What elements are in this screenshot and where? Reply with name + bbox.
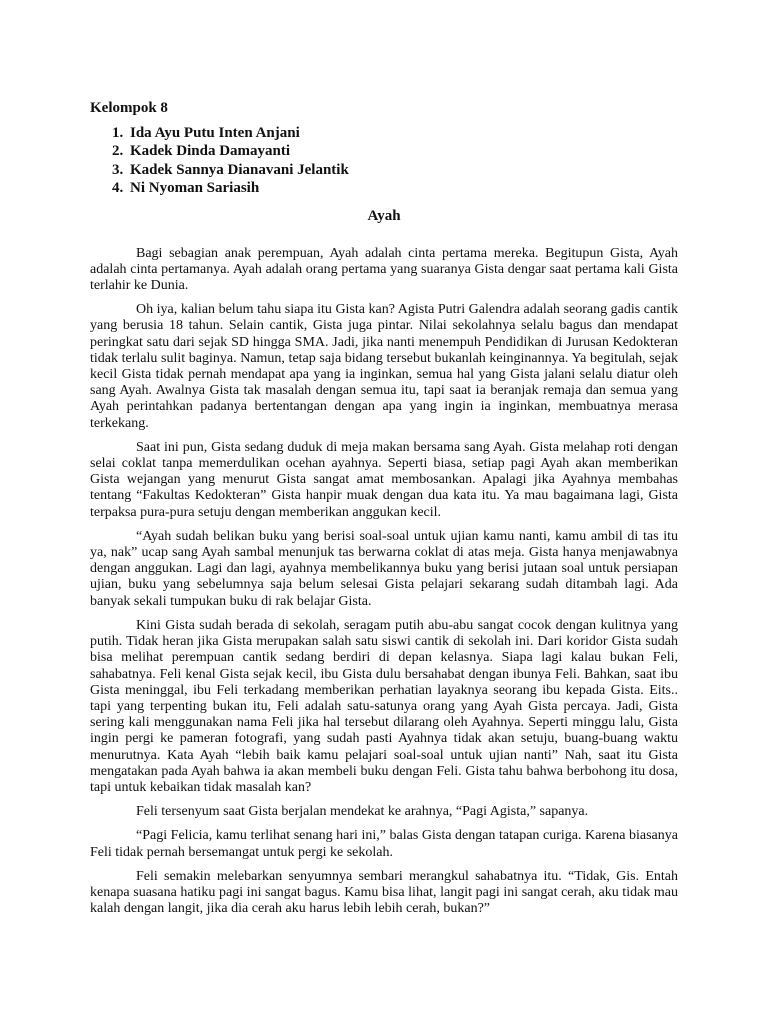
paragraph: Bagi sebagian anak perempuan, Ayah adalah cinta pertama mereka. Begitupun Gista, Ayah adalah cinta pertamanya. Ayah adalah orang pertama yang suaranya Gista dengar saat pertama kali Gista terlahir ke Dunia.	[90, 245, 678, 294]
member-item	[90, 142, 678, 160]
member-name: Kadek Dinda Damayanti	[130, 143, 291, 160]
member-name: Ida Ayu Putu Inten Anjani	[130, 125, 300, 141]
member-number: 4.	[112, 180, 124, 197]
story-title: Ayah	[367, 207, 401, 224]
paragraph: Feli tersenyum saat Gista berjalan mendekat ke arahnya, “Pagi Agista,” sapanya.	[136, 804, 589, 820]
member-list	[90, 124, 678, 198]
member-item	[90, 124, 678, 142]
member-number: 3.	[112, 161, 124, 178]
member-item	[90, 161, 678, 179]
paragraph: “Pagi Felicia, kamu terlihat senang hari ini,” balas Gista dengan tatapan curiga. Karena biasanya Feli tidak pernah bersemangat untuk pergi ke sekolah.	[90, 828, 678, 860]
group-title: Kelompok 8	[90, 100, 168, 116]
member-name: Kadek Sannya Dianavani Jelantik	[130, 161, 349, 178]
paragraph: Oh iya, kalian belum tahu siapa itu Gista kan? Agista Putri Galendra adalah seorang gadis cantik yang berusia 18 tahun. Selain cantik, Gista juga pintar. Nilai sekolahnya selalu bagus dan mendapat peringkat satu dari sejak SD hingga SMA. Jadi, jika nanti menempuh Pendidikan di Jurusan Kedokteran tidak terlalu sulit baginya. Namun, tetap saja bidang tersebut bukanlah keinginannya. Ya begitulah, sejak kecil Gista tidak pernah mendapat apa yang ia inginkan, semua hal yang Gista jalani selalu diatur oleh sang Ayah. Awalnya Gista tak masalah dengan semua itu, tapi saat ia beranjak remaja dan semua yang Ayah perintahkan padanya bertentangan dengan apa yang ingin ia inginkan, membuatnya merasa terkekang.	[90, 302, 678, 431]
paragraph: Saat ini pun, Gista sedang duduk di meja makan bersama sang Ayah. Gista melahap roti dengan selai coklat tanpa memerdulikan ocehan ayahnya. Seperti biasa, setiap pagi Ayah akan memberikan Gista wejangan yang menurut Gista sangat amat membosankan. Apalagi jika Ayahnya membahas tentang “Fakultas Kedokteran” Gista hanpir muak dengan dua kata itu. Ya mau bagaimana lagi, Gista terpaksa pura-pura setuju dengan memberikan anggukan kecil.	[90, 439, 678, 520]
member-item	[90, 179, 678, 197]
paragraph: “Ayah sudah belikan buku yang berisi soal-soal untuk ujian kamu nanti, kamu ambil di tas itu ya, nak” ucap sang Ayah sambal menunjuk tas berwarna coklat di atas meja. Gista hanya menjawabnya dengan anggukan. Lagi dan lagi, ayahnya membelikannya buku yang berisi jutaan soal untuk persiapan ujian, buku yang sebelumnya saja belum selesai Gista pelajari sekarang sudah ditambah lagi. Ada banyak sekali tumpukan buku di rak belajar Gista.	[90, 528, 678, 609]
paragraph: Feli semakin melebarkan senyumnya sembari merangkul sahabatnya itu. “Tidak, Gis. Entah kenapa suasana hatiku pagi ini sangat bagus. Kamu bisa lihat, langit pagi ini sangat cerah, aku tidak mau kalah dengan langit, jika dia cerah aku harus lebih lebih cerah, bukan?”	[90, 868, 678, 917]
document-page	[90, 98, 678, 925]
paragraph: Kini Gista sudah berada di sekolah, seragam putih abu-abu sangat cocok dengan kulitnya yang putih. Tidak heran jika Gista merupakan salah satu siswi cantik di sekolah ini. Dari koridor Gista sudah bisa melihat perempuan cantik sedang berdiri di depan kelasnya. Siapa lagi kalau bukan Feli, sahabatnya. Feli kenal Gista sejak kecil, ibu Gista dulu bersahabat dengan ibunya Feli. Bahkan, saat ibu Gista meninggal, ibu Feli terkadang memberikan perhatian layaknya seorang ibu kepada Gista. Eits.. tapi yang terpenting bukan itu, Feli adalah satu-satunya orang yang Ayah Gista percaya. Jadi, Gista sering kali menggunakan nama Feli jika hal tersebut dilarang oleh Ayahnya. Seperti minggu lalu, Gista ingin pergi ke pameran fotografi, yang sudah pasti Ayahnya tidak akan setuju, buang-buang waktu menurutnya. Kata Ayah “lebih baik kamu pelajari soal-soal untuk ujian nanti” Nah, saat itu Gista mengatakan pada Ayah bahwa ia akan membeli buku dengan Feli. Gista tahu bahwa berbohong itu dosa, tapi untuk kebaikan tidak masalah kan?	[90, 617, 678, 795]
member-number: 1.	[112, 125, 124, 141]
member-number: 2.	[112, 143, 124, 160]
member-name: Ni Nyoman Sariasih	[130, 180, 260, 197]
